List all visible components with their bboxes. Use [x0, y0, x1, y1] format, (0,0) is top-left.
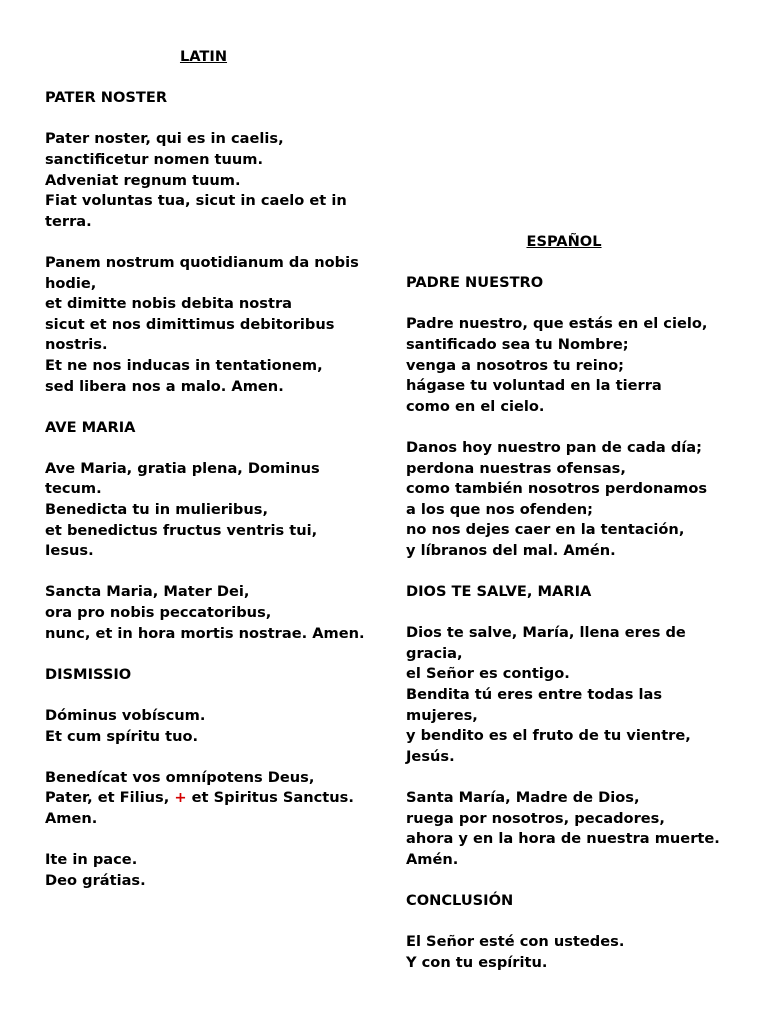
text-line: y líbranos del mal. Amén. [406, 541, 616, 559]
text-line: Deo grátias. [45, 871, 146, 889]
text-line: Pater noster, qui es in caelis, [45, 130, 284, 148]
text-line: mujeres, [406, 706, 478, 724]
text-line: Fiat voluntas tua, sicut in caelo et in [45, 192, 347, 210]
text-line: Bendita tú eres entre todas las [406, 686, 663, 704]
conclusion-stanza-1 [406, 932, 746, 973]
text-line: perdona nuestras ofensas, [406, 459, 626, 477]
blessing-line-with-cross [45, 788, 375, 809]
text-line: Benedicta tu in mulieribus, [45, 501, 268, 519]
dismissio-stanza-3 [45, 850, 375, 891]
text-line: tecum. [45, 480, 102, 498]
text-line: Ite in pace. [45, 851, 138, 869]
espanol-heading: ESPAÑOL [526, 233, 602, 250]
cross-icon: + [174, 789, 187, 807]
text-line: Santa María, Madre de Dios, [406, 789, 640, 807]
text-line: Y con tu espíritu. [406, 953, 548, 971]
text-line: gracia, [406, 644, 463, 662]
text-line: y bendito es el fruto de tu vientre, [406, 727, 691, 745]
text-line: Et ne nos inducas in tentationem, [45, 356, 323, 374]
text-line: et dimitte nobis debita nostra [45, 295, 292, 313]
pater-noster-stanza-2 [45, 253, 375, 397]
dios-te-salve-title: DIOS TE SALVE, MARIA [406, 583, 592, 601]
text-line: sicut et nos dimittimus debitoribus [45, 315, 335, 333]
text-line: Adveniat regnum tuum. [45, 171, 241, 189]
dismissio-title: DISMISSIO [45, 665, 132, 683]
ave-maria-stanza-2 [45, 582, 375, 644]
padre-nuestro-stanza-1 [406, 314, 746, 417]
text-line: a los que nos ofenden; [406, 500, 593, 518]
text-line: sed libera nos a malo. Amen. [45, 377, 284, 395]
text-line: nostris. [45, 336, 108, 354]
text-fragment: Pater, et Filius, [45, 789, 175, 807]
text-line: santificado sea tu Nombre; [406, 335, 629, 353]
text-line: hágase tu voluntad en la tierra [406, 377, 662, 395]
dismissio-blessing [45, 768, 375, 830]
text-line: como también nosotros perdonamos [406, 480, 708, 498]
text-line: ahora y en la hora de nuestra muerte. [406, 830, 720, 848]
conclusion-title: CONCLUSIÓN [406, 892, 514, 909]
pater-noster-title: PATER NOSTER [45, 89, 168, 107]
text-line: Danos hoy nuestro pan de cada día; [406, 438, 702, 456]
text-fragment: et Spiritus Sanctus. [186, 789, 354, 807]
text-line: nunc, et in hora mortis nostrae. Amen. [45, 624, 365, 642]
text-line: Dios te salve, María, llena eres de [406, 624, 686, 642]
text-line: Et cum spíritu tuo. [45, 727, 199, 745]
text-line: El Señor esté con ustedes. [406, 933, 625, 951]
text-line: terra. [45, 212, 92, 230]
dios-te-salve-stanza-2 [406, 788, 746, 870]
text-line: Amen. [45, 809, 98, 827]
ave-maria-title: AVE MARIA [45, 418, 136, 436]
text-line: Ave Maria, gratia plena, Dominus [45, 459, 320, 477]
espanol-column [406, 232, 746, 973]
text-line: Benedícat vos omnípotens Deus, [45, 768, 315, 786]
text-line: ora pro nobis peccatoribus, [45, 604, 272, 622]
text-line: hodie, [45, 274, 97, 292]
text-line: Dóminus vobíscum. [45, 707, 206, 724]
text-line: como en el cielo. [406, 397, 545, 415]
latin-heading: LATIN [179, 48, 228, 65]
padre-nuestro-title: PADRE NUESTRO [406, 274, 544, 292]
text-line: el Señor es contigo. [406, 665, 570, 683]
dios-te-salve-stanza-1 [406, 623, 746, 767]
text-line: Iesus. [45, 542, 94, 560]
text-line: venga a nosotros tu reino; [406, 356, 624, 374]
dismissio-stanza-1 [45, 706, 375, 747]
text-line: Amén. [406, 850, 459, 868]
pater-noster-stanza-1 [45, 129, 375, 232]
padre-nuestro-stanza-2 [406, 438, 746, 562]
latin-column [45, 47, 375, 891]
text-line: Jesús. [406, 747, 455, 765]
text-line: et benedictus fructus ventris tui, [45, 521, 318, 539]
text-line: ruega por nosotros, pecadores, [406, 809, 665, 827]
ave-maria-stanza-1 [45, 459, 375, 562]
text-line: Sancta Maria, Mater Dei, [45, 583, 250, 601]
text-line: no nos dejes caer en la tentación, [406, 521, 685, 539]
text-line: Panem nostrum quotidianum da nobis [45, 253, 359, 271]
text-line: sanctificetur nomen tuum. [45, 150, 264, 168]
text-line: Padre nuestro, que estás en el cielo, [406, 315, 708, 333]
